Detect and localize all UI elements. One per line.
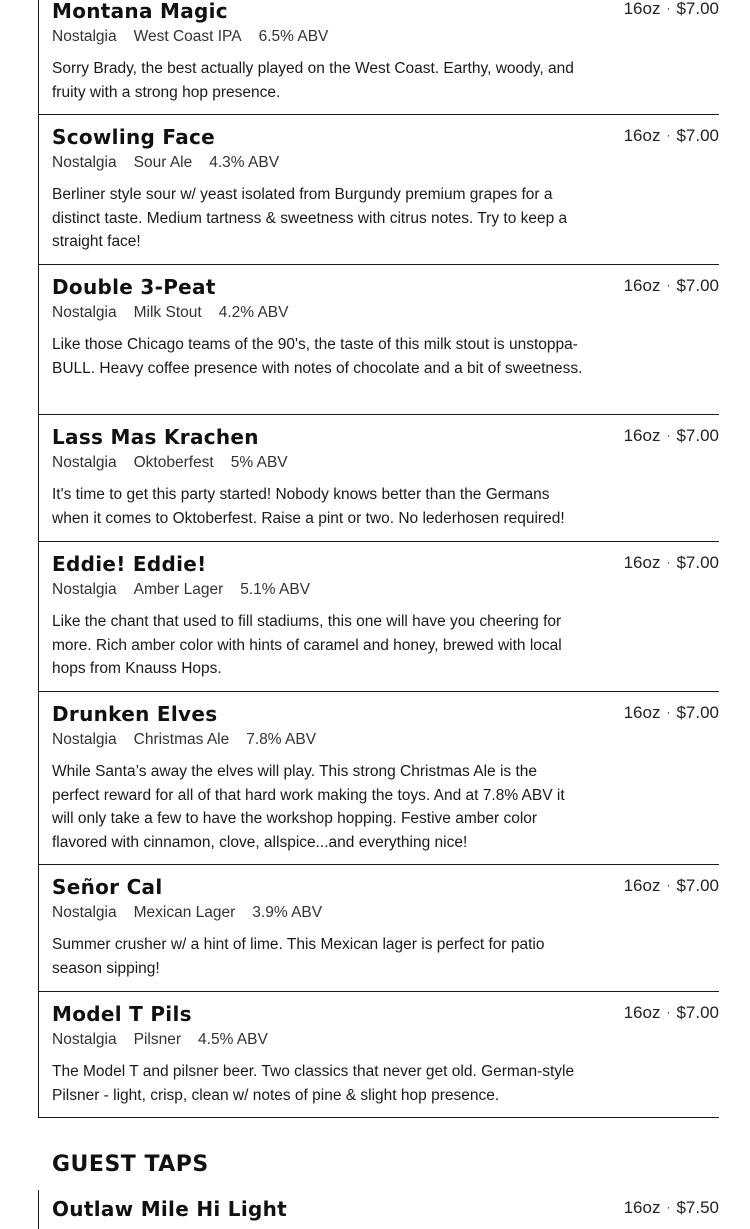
beer-name: Señor Cal — [52, 875, 163, 899]
brewery: Nostalgia — [52, 731, 117, 748]
brewery: Nostalgia — [52, 1031, 117, 1048]
beer-description: While Santa’s away the elves will play. This strong Christmas Ale is the perfect reward for all of that hard work making the toys. And at 7.8% ABV it will only take a few to have the workshop hopping. Festive amber color flavored with cinnamon, clove, allspice...and everything nice! — [52, 763, 565, 851]
beer-name: Lass Mas Krachen — [52, 425, 259, 449]
beer-style: Christmas Ale — [133, 731, 230, 748]
beer-meta — [52, 903, 719, 923]
beer-description: Summer crusher w/ a hint of lime. This Mexican lager is perfect for patio season sipping! — [52, 936, 545, 977]
price-value: $7.00 — [676, 703, 719, 722]
beer-name: Double 3-Peat — [52, 275, 216, 299]
size: 16oz — [623, 1198, 661, 1217]
beer-name: Outlaw Mile Hi Light — [52, 1197, 288, 1221]
beer-name: Montana Magic — [52, 0, 228, 23]
beer-style: West Coast IPA — [133, 28, 242, 45]
menu-item[interactable] — [38, 865, 719, 992]
menu-item[interactable] — [38, 115, 719, 265]
beer-style: Pilsner — [133, 1031, 182, 1048]
beer-meta — [52, 1030, 719, 1050]
beer-style: Sour Ale — [133, 154, 193, 171]
abv: 6.5% ABV — [258, 28, 329, 45]
price: 16oz · $7.00 — [623, 276, 719, 295]
size: 16oz — [623, 126, 661, 145]
price: 16oz · $7.00 — [623, 553, 719, 572]
beer-meta — [52, 580, 719, 600]
beer-meta — [52, 153, 719, 173]
menu-item[interactable] — [38, 0, 719, 115]
beer-meta — [52, 27, 719, 47]
price-value: $7.00 — [676, 553, 719, 572]
price-value: $7.50 — [676, 1198, 719, 1217]
abv: 5.1% ABV — [240, 581, 311, 598]
brewery: Nostalgia — [52, 581, 117, 598]
section-title-guest-taps: GUEST TAPS — [52, 1152, 209, 1177]
price-value: $7.00 — [676, 876, 719, 895]
tap-menu — [38, 0, 719, 1118]
abv: 4.5% ABV — [198, 1031, 268, 1048]
size: 16oz — [623, 876, 661, 895]
brewery: Nostalgia — [52, 304, 117, 321]
beer-description: Like the chant that used to fill stadiums, this one will have you cheering for more. Rich amber color with hints of caramel and honey, brewed with local hops from Knauss Hops. — [52, 613, 562, 677]
menu-item[interactable] — [38, 992, 719, 1118]
size: 16oz — [623, 276, 661, 295]
size: 16oz — [623, 1003, 661, 1022]
beer-description: The Model T and pilsner beer. Two classics that never get old. German-style Pilsner - light, crisp, clean w/ notes of pine & slight hop presence. — [52, 1063, 575, 1104]
abv: 4.2% ABV — [218, 304, 289, 321]
menu-item[interactable] — [39, 1190, 719, 1221]
price-value: $7.00 — [676, 0, 719, 18]
size: 16oz — [623, 703, 661, 722]
abv: 5% ABV — [230, 454, 288, 471]
price: 16oz · $7.00 — [623, 1003, 719, 1022]
menu-item[interactable] — [38, 265, 719, 415]
beer-description: Berliner style sour w/ yeast isolated from Burgundy premium grapes for a distinct taste. Medium tartness & sweetness with citrus notes. Try to keep a straight face! — [52, 186, 568, 250]
beer-meta — [52, 453, 719, 473]
beer-meta — [52, 303, 719, 323]
beer-description: It's time to get this party started! Nobody knows better than the Germans when it comes to Oktoberfest. Raise a pint or two. No lederhosen required! — [52, 486, 565, 527]
abv: 7.8% ABV — [246, 731, 317, 748]
price: 16oz · $7.50 — [623, 1198, 719, 1217]
price: 16oz · $7.00 — [623, 126, 719, 145]
guest-menu — [38, 1190, 719, 1229]
beer-name: Scowling Face — [52, 125, 216, 149]
price-value: $7.00 — [676, 1003, 719, 1022]
abv: 4.3% ABV — [209, 154, 280, 171]
beer-meta — [52, 730, 719, 750]
beer-description: Like those Chicago teams of the 90's, the taste of this milk stout is unstoppa-BULL. Heavy coffee presence with notes of chocolate and a bit of sweetness. — [52, 336, 583, 377]
price: 16oz · $7.00 — [623, 876, 719, 895]
price: 16oz · $7.00 — [623, 0, 719, 18]
beer-style: Mexican Lager — [133, 904, 236, 921]
beer-description: Sorry Brady, the best actually played on the West Coast. Earthy, woody, and fruity with a strong hop presence. — [52, 60, 574, 101]
size: 16oz — [623, 426, 661, 445]
brewery: Nostalgia — [52, 154, 117, 171]
price: 16oz · $7.00 — [623, 426, 719, 445]
beer-name: Eddie! Eddie! — [52, 552, 207, 576]
size: 16oz — [623, 0, 661, 18]
brewery: Nostalgia — [52, 28, 117, 45]
beer-style: Amber Lager — [133, 581, 224, 598]
price-value: $7.00 — [676, 126, 719, 145]
price: 16oz · $7.00 — [623, 703, 719, 722]
menu-item[interactable] — [38, 415, 719, 542]
beer-style: Oktoberfest — [133, 454, 214, 471]
beer-name: Model T Pils — [52, 1002, 192, 1026]
beer-style: Milk Stout — [133, 304, 202, 321]
menu-item[interactable] — [38, 692, 719, 865]
abv: 3.9% ABV — [252, 904, 323, 921]
size: 16oz — [623, 553, 661, 572]
price-value: $7.00 — [676, 276, 719, 295]
price-value: $7.00 — [676, 426, 719, 445]
brewery: Nostalgia — [52, 904, 117, 921]
menu-item[interactable] — [38, 542, 719, 692]
brewery: Nostalgia — [52, 454, 117, 471]
beer-name: Drunken Elves — [52, 702, 218, 726]
